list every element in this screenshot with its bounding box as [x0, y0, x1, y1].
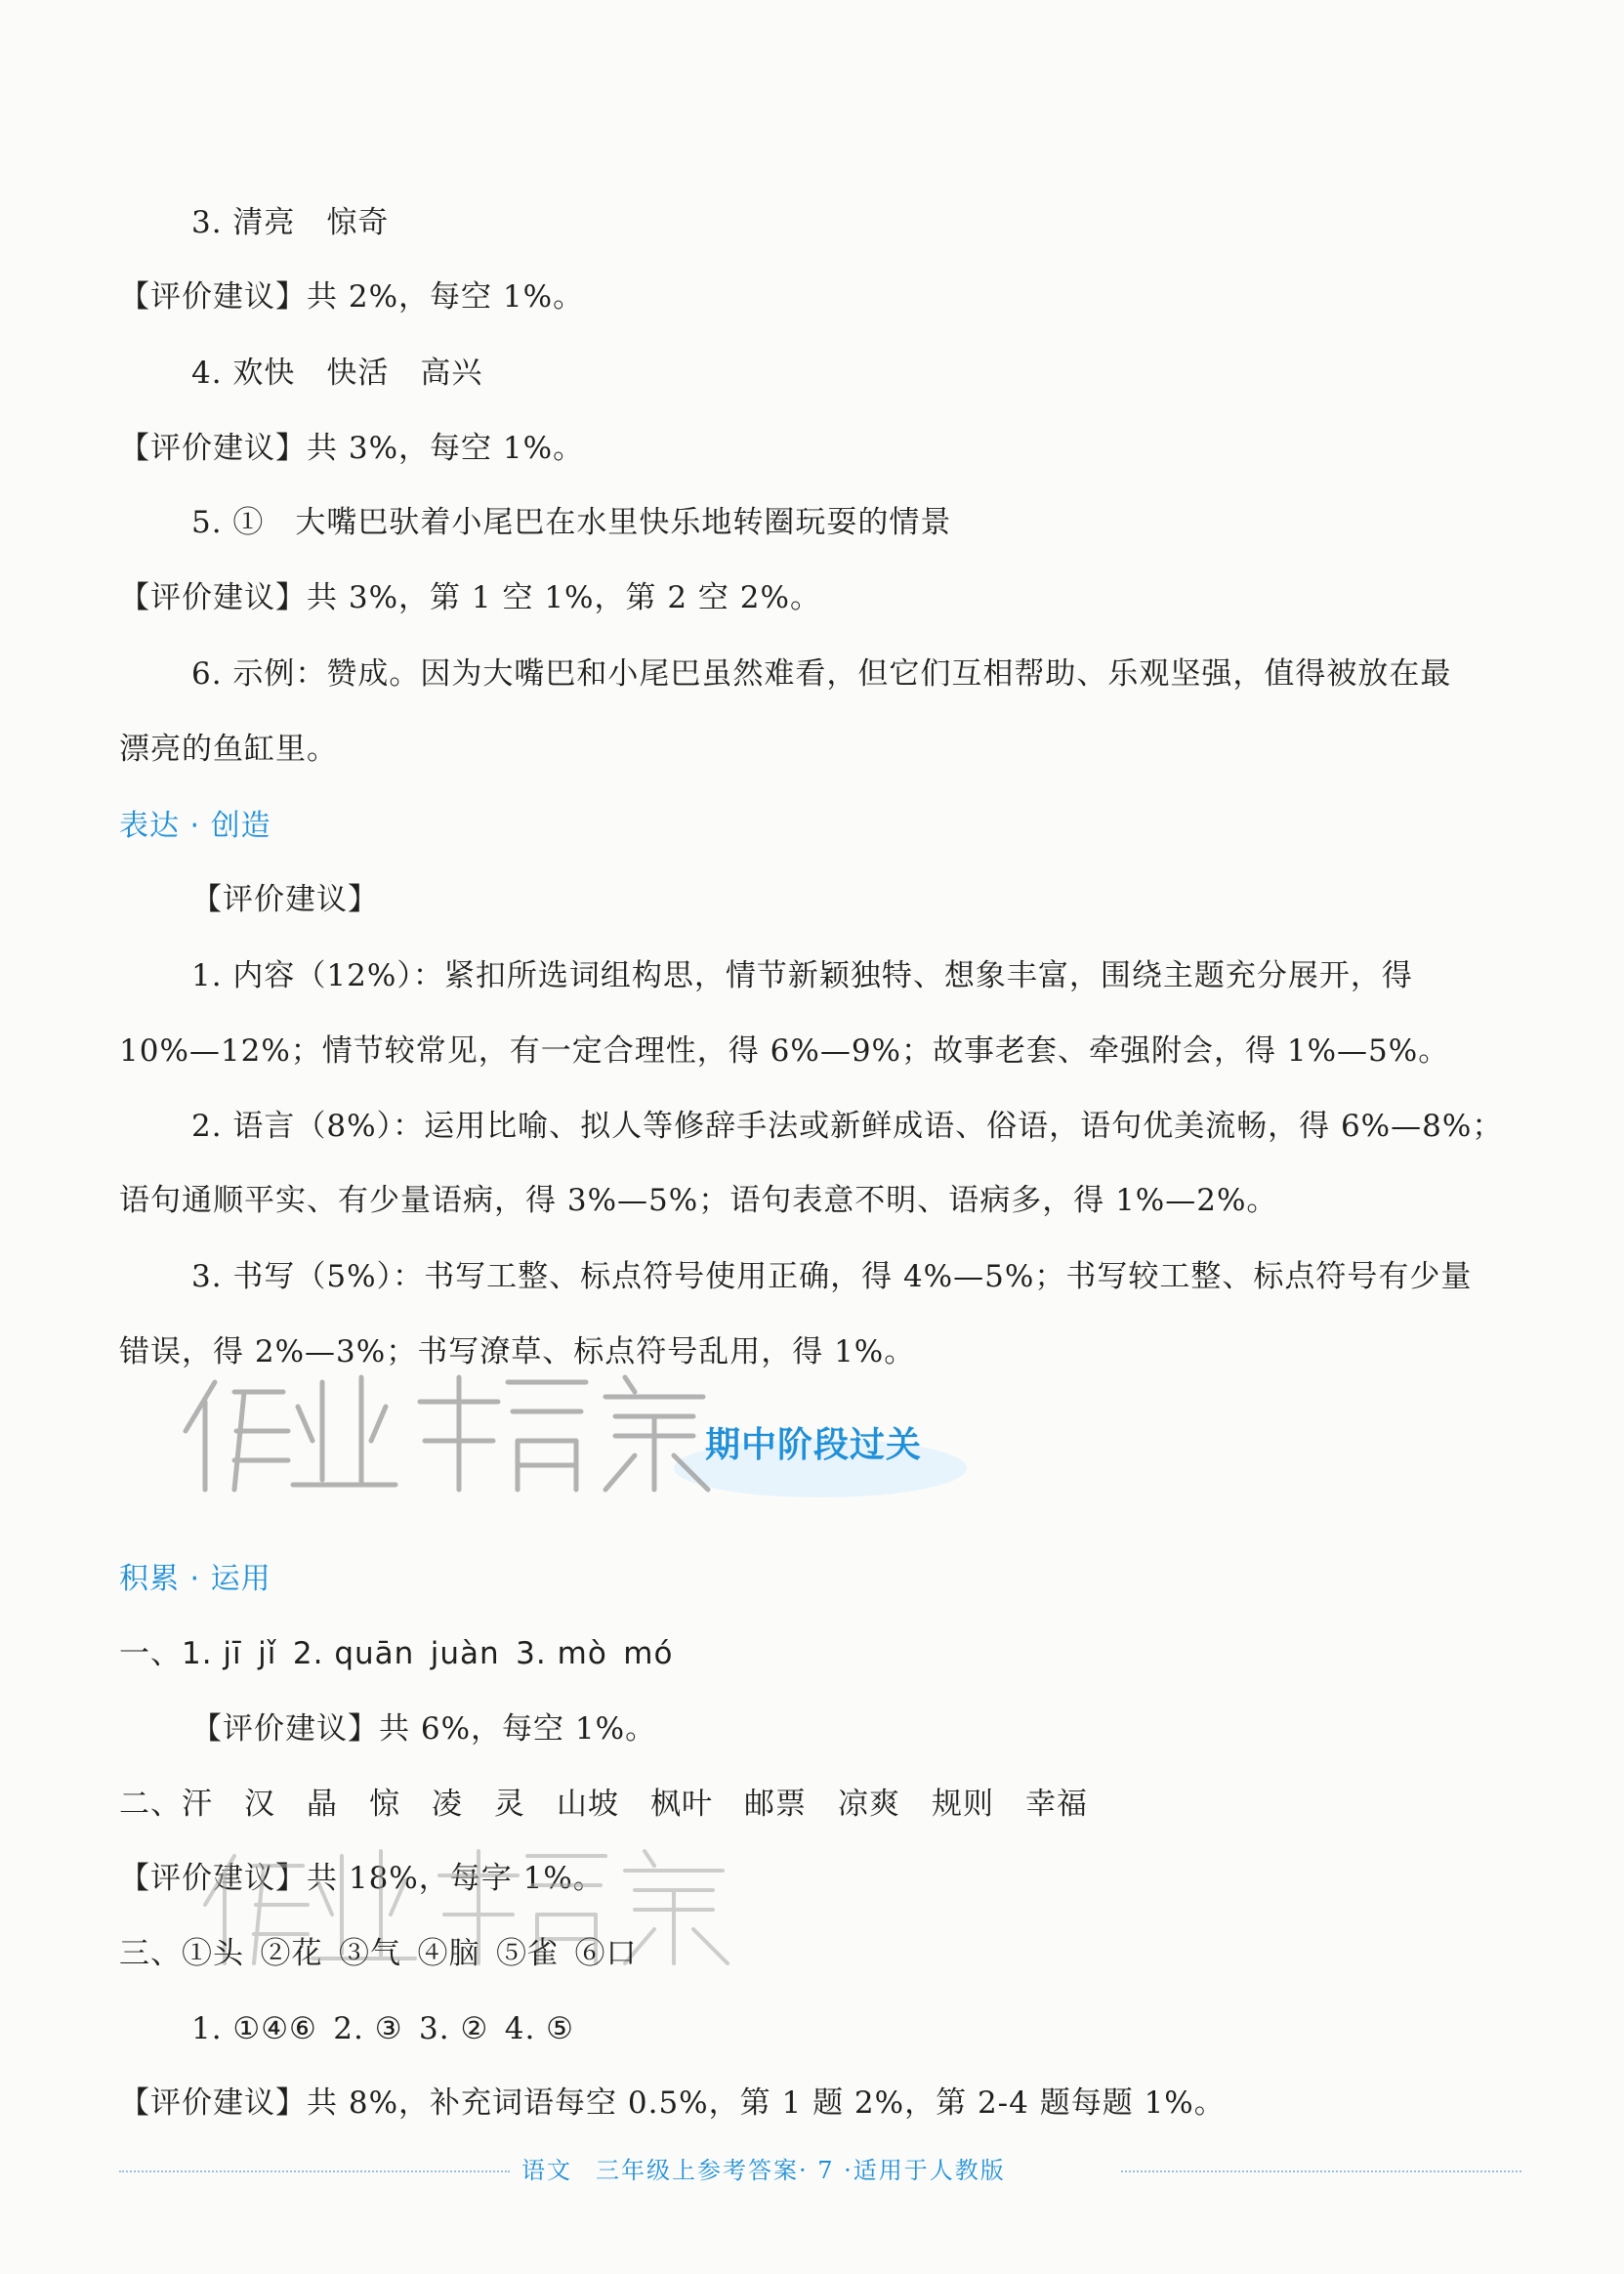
eval-note-5: 【评价建议】共 3%，第 1 空 1%，第 2 空 2%。: [119, 580, 821, 615]
footer-edition: 适用于人教版: [853, 2157, 1006, 2184]
answer-6-line1: 6. 示例：赞成。因为大嘴巴和小尾巴虽然难看，但它们互相帮助、乐观坚强，值得被放在最: [191, 656, 1452, 692]
criteria-language-line2: 语句通顺平实、有少量语病，得 3%—5%；语句表意不明、语病多，得 1%—2%。: [119, 1183, 1278, 1218]
footer-divider-right: [1121, 2170, 1521, 2172]
eval-note-q2: 【评价建议】共 18%，每字 1%。: [119, 1861, 604, 1896]
answer-word: 凉爽: [838, 1787, 900, 1822]
question-2-number: 二、: [119, 1787, 182, 1822]
answer-word: 灵: [494, 1787, 525, 1822]
eval-note-q3: 【评价建议】共 8%，补充词语每空 0.5%，第 1 题 2%，第 2-4 题每题 1%。: [119, 2085, 1226, 2121]
answer-word: 汗: [182, 1787, 213, 1822]
eval-note-4: 【评价建议】共 3%，每空 1%。: [119, 431, 585, 466]
answer-word: 幸福: [1025, 1787, 1088, 1822]
midterm-banner: [176, 1363, 986, 1509]
criteria-content-line1: 1. 内容（12%）：紧扣所选词组构思，情节新颖独特、想象丰富，围绕主题充分展开，得: [191, 958, 1413, 993]
answer-word: 枫叶: [650, 1787, 713, 1822]
section-heading-expression: 表达 · 创造: [119, 809, 271, 843]
question-2-characters: [119, 1785, 1088, 1824]
section-heading-accumulation: 积累 · 运用: [119, 1562, 271, 1596]
eval-label: 【评价建议】: [191, 882, 379, 917]
answer-word: 邮票: [744, 1787, 807, 1822]
criteria-writing-line2: 错误，得 2%—3%；书写潦草、标点符号乱用，得 1%。: [119, 1334, 916, 1369]
page-number: · 7 ·: [799, 2157, 854, 2184]
answer-word: 规则: [932, 1787, 994, 1822]
answer-word: 惊: [369, 1787, 400, 1822]
answer-word: 山坡: [557, 1787, 619, 1822]
question-1-pinyin: 一、1. jī jǐ 2. quān juàn 3. mò mó: [119, 1636, 674, 1671]
answer-6-line2: 漂亮的鱼缸里。: [119, 732, 338, 767]
footer-subject: 语文: [521, 2157, 572, 2184]
criteria-language-line1: 2. 语言（8%）：运用比喻、拟人等修辞手法或新鲜成语、俗语，语句优美流畅，得 6%—8%；: [191, 1109, 1504, 1144]
answer-5: 5. ① 大嘴巴驮着小尾巴在水里快乐地转圈玩耍的情景: [191, 505, 952, 540]
criteria-writing-line1: 3. 书写（5%）：书写工整、标点符号使用正确，得 4%—5%；书写较工整、标点符号有少量: [191, 1259, 1473, 1294]
page-footer: [521, 2153, 1006, 2188]
question-3-characters: 三、①头 ②花 ③气 ④脑 ⑤雀 ⑥口: [119, 1936, 638, 1971]
footer-book-title: 三年级上参考答案: [596, 2157, 799, 2184]
answer-4: 4. 欢快 快活 高兴: [191, 356, 483, 391]
answer-word: 凌: [432, 1787, 463, 1822]
footer-divider-left: [119, 2170, 510, 2172]
midterm-title: 期中阶段过关: [705, 1425, 923, 1465]
question-3-answers: 1. ①④⑥ 2. ③ 3. ② 4. ⑤: [191, 2011, 574, 2046]
eval-note-3: 【评价建议】共 2%，每空 1%。: [119, 279, 585, 315]
answer-word: 汉: [244, 1787, 275, 1822]
criteria-content-line2: 10%—12%；情节较常见，有一定合理性，得 6%—9%；故事老套、牵强附会，得 1%—5%。: [119, 1033, 1450, 1069]
eval-note-q1: 【评价建议】共 6%，每空 1%。: [191, 1711, 657, 1747]
answer-word: 晶: [307, 1787, 338, 1822]
answer-3: 3. 清亮 惊奇: [191, 205, 390, 240]
